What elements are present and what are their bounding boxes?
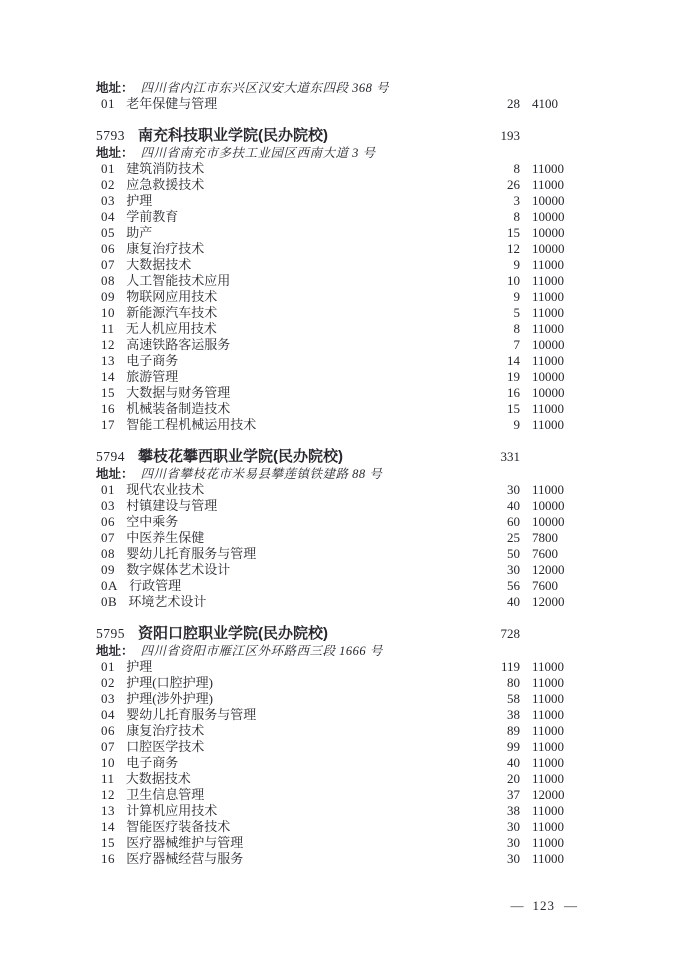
major-count: 30: [507, 482, 520, 497]
major-name: 村镇建设与管理: [126, 498, 218, 513]
major-fee: 11000: [532, 739, 565, 754]
major-name: 建筑消防技术: [126, 161, 205, 176]
major-fee: 10000: [532, 385, 565, 400]
major-fee: 11000: [532, 835, 565, 850]
major-code: 06: [101, 241, 115, 256]
major-count: 16: [507, 385, 520, 400]
major-fee: 7600: [532, 578, 558, 593]
college-address-line: [0, 643, 680, 659]
major-name: 老年保健与管理: [126, 96, 218, 111]
major-row: [0, 273, 680, 289]
address-label: 地址：: [96, 467, 134, 481]
major-fee: 7800: [532, 530, 558, 545]
major-row: [0, 771, 680, 787]
major-name: 数字媒体艺术设计: [126, 562, 231, 577]
major-count: 80: [507, 675, 520, 690]
major-row: [0, 177, 680, 193]
major-row: [0, 482, 680, 498]
major-code: 10: [101, 755, 115, 770]
major-fee: 12000: [532, 787, 565, 802]
college-header: [0, 127, 680, 145]
major-count: 30: [507, 562, 520, 577]
address-label: 地址：: [96, 644, 134, 658]
college-section: [0, 80, 680, 112]
major-code: 17: [101, 417, 115, 432]
major-name: 机械装备制造技术: [126, 401, 231, 416]
major-count: 30: [507, 835, 520, 850]
major-row: [0, 514, 680, 530]
major-code: 02: [101, 177, 115, 192]
major-name: 口腔医学技术: [126, 739, 205, 754]
majors-list: [0, 659, 680, 867]
major-count: 38: [507, 707, 520, 722]
college-name: 资阳口腔职业学院(民办院校): [138, 625, 328, 642]
major-fee: 11000: [532, 257, 565, 272]
major-row: [0, 353, 680, 369]
major-code: 11: [101, 321, 115, 336]
major-row: [0, 562, 680, 578]
major-code: 14: [101, 819, 115, 834]
major-code: 03: [101, 498, 115, 513]
major-row: [0, 417, 680, 433]
page-number: 123: [532, 898, 555, 913]
major-row: [0, 691, 680, 707]
major-row: [0, 96, 680, 112]
major-name: 中医养生保健: [126, 530, 205, 545]
major-row: [0, 241, 680, 257]
major-code: 0A: [101, 578, 118, 593]
major-name: 人工智能技术应用: [126, 273, 231, 288]
major-name: 现代农业技术: [126, 482, 205, 497]
major-code: 12: [101, 337, 115, 352]
major-name: 卫生信息管理: [126, 787, 205, 802]
address-text: 四川省南充市多扶工业园区西南大道 3 号: [140, 146, 376, 160]
major-row: [0, 755, 680, 771]
major-code: 03: [101, 691, 115, 706]
major-name: 学前教育: [126, 209, 179, 224]
major-row: [0, 594, 680, 610]
page-number-block: [511, 898, 578, 914]
college-address-line: [0, 80, 680, 96]
major-fee: 10000: [532, 209, 565, 224]
major-name: 无人机应用技术: [125, 321, 217, 336]
major-count: 60: [507, 514, 520, 529]
major-count: 28: [507, 96, 520, 111]
major-row: [0, 305, 680, 321]
major-code: 07: [101, 257, 115, 272]
college-header: [0, 448, 680, 466]
major-code: 15: [101, 835, 115, 850]
college-total-count: 331: [500, 449, 520, 464]
major-code: 03: [101, 193, 115, 208]
college-section: [0, 448, 680, 610]
major-fee: 10000: [532, 241, 565, 256]
major-name: 环境艺术设计: [128, 594, 207, 609]
major-fee: 12000: [532, 594, 565, 609]
major-code: 06: [101, 723, 115, 738]
major-fee: 11000: [532, 305, 565, 320]
college-name: 南充科技职业学院(民办院校): [138, 127, 328, 144]
major-fee: 4100: [532, 96, 558, 111]
major-count: 15: [507, 225, 520, 240]
major-row: [0, 723, 680, 739]
major-row: [0, 209, 680, 225]
majors-list: [0, 482, 680, 610]
major-code: 10: [101, 305, 115, 320]
major-count: 58: [507, 691, 520, 706]
major-fee: 11000: [532, 417, 565, 432]
major-name: 助产: [126, 225, 153, 240]
footer-right-dash: —: [564, 898, 577, 913]
major-fee: 11000: [532, 161, 565, 176]
major-count: 38: [507, 803, 520, 818]
major-name: 物联网应用技术: [126, 289, 218, 304]
major-fee: 11000: [532, 691, 565, 706]
major-row: [0, 369, 680, 385]
college-list: [0, 80, 680, 867]
major-count: 40: [507, 594, 520, 609]
major-code: 01: [101, 161, 115, 176]
major-code: 09: [101, 562, 115, 577]
college-code: 5793: [96, 128, 125, 143]
major-row: [0, 193, 680, 209]
major-count: 8: [513, 321, 520, 336]
major-count: 5: [513, 305, 520, 320]
major-name: 婴幼儿托育服务与管理: [126, 546, 257, 561]
major-name: 康复治疗技术: [126, 723, 205, 738]
major-count: 40: [507, 755, 520, 770]
major-name: 计算机应用技术: [126, 803, 218, 818]
major-fee: 12000: [532, 562, 565, 577]
major-row: [0, 321, 680, 337]
major-fee: 10000: [532, 369, 565, 384]
major-code: 0B: [101, 594, 118, 609]
major-count: 3: [513, 193, 520, 208]
major-fee: 10000: [532, 225, 565, 240]
major-code: 15: [101, 385, 115, 400]
major-code: 16: [101, 401, 115, 416]
major-name: 护理: [126, 193, 153, 208]
major-code: 16: [101, 851, 115, 866]
major-name: 电子商务: [126, 755, 179, 770]
major-row: [0, 257, 680, 273]
major-row: [0, 659, 680, 675]
major-count: 89: [507, 723, 520, 738]
major-code: 02: [101, 675, 115, 690]
major-row: [0, 161, 680, 177]
major-fee: 11000: [532, 675, 565, 690]
major-fee: 11000: [532, 659, 565, 674]
major-code: 06: [101, 514, 115, 529]
major-fee: 10000: [532, 498, 565, 513]
major-fee: 11000: [532, 771, 565, 786]
major-fee: 11000: [532, 803, 565, 818]
major-fee: 11000: [532, 819, 565, 834]
address-label: 地址：: [96, 146, 134, 160]
major-name: 护理: [126, 659, 153, 674]
college-name: 攀枝花攀西职业学院(民办院校): [138, 448, 343, 465]
major-code: 11: [101, 771, 115, 786]
major-fee: 11000: [532, 289, 565, 304]
major-fee: 11000: [532, 353, 565, 368]
major-name: 应急救援技术: [126, 177, 205, 192]
major-count: 10: [507, 273, 520, 288]
major-name: 智能医疗装备技术: [126, 819, 231, 834]
major-name: 康复治疗技术: [126, 241, 205, 256]
major-count: 20: [507, 771, 520, 786]
major-count: 7: [513, 337, 520, 352]
major-row: [0, 578, 680, 594]
major-count: 12: [507, 241, 520, 256]
major-row: [0, 819, 680, 835]
major-row: [0, 803, 680, 819]
major-row: [0, 739, 680, 755]
major-code: 01: [101, 482, 115, 497]
major-name: 婴幼儿托育服务与管理: [126, 707, 257, 722]
major-code: 13: [101, 353, 115, 368]
major-row: [0, 787, 680, 803]
major-row: [0, 225, 680, 241]
major-fee: 11000: [532, 755, 565, 770]
college-code: 5795: [96, 626, 125, 641]
major-fee: 11000: [532, 851, 565, 866]
major-count: 40: [507, 498, 520, 513]
college-total-count: 193: [500, 128, 520, 143]
major-count: 26: [507, 177, 520, 192]
college-code: 5794: [96, 449, 125, 464]
major-count: 30: [507, 851, 520, 866]
major-name: 行政管理: [129, 578, 182, 593]
major-count: 19: [507, 369, 520, 384]
major-count: 25: [507, 530, 520, 545]
major-name: 智能工程机械运用技术: [126, 417, 257, 432]
major-row: [0, 289, 680, 305]
major-name: 空中乘务: [126, 514, 179, 529]
major-code: 12: [101, 787, 115, 802]
major-fee: 7600: [532, 546, 558, 561]
major-row: [0, 835, 680, 851]
major-code: 07: [101, 739, 115, 754]
major-name: 高速铁路客运服务: [126, 337, 231, 352]
major-code: 14: [101, 369, 115, 384]
major-name: 大数据技术: [125, 771, 191, 786]
major-count: 37: [507, 787, 520, 802]
major-name: 护理(涉外护理): [126, 691, 213, 706]
major-count: 8: [513, 209, 520, 224]
major-count: 50: [507, 546, 520, 561]
major-row: [0, 546, 680, 562]
major-name: 旅游管理: [126, 369, 179, 384]
college-address-line: [0, 466, 680, 482]
major-code: 05: [101, 225, 115, 240]
major-fee: 10000: [532, 337, 565, 352]
major-fee: 11000: [532, 723, 565, 738]
majors-list: [0, 161, 680, 433]
page-footer: [0, 898, 680, 914]
footer-left-dash: —: [510, 898, 524, 913]
major-count: 14: [507, 353, 520, 368]
college-address-line: [0, 145, 680, 161]
major-name: 护理(口腔护理): [126, 675, 213, 690]
college-total-count: 728: [500, 626, 520, 641]
major-name: 医疗器械维护与管理: [126, 835, 244, 850]
major-row: [0, 675, 680, 691]
address-label: 地址：: [96, 81, 134, 95]
major-name: 大数据与财务管理: [126, 385, 231, 400]
major-count: 56: [507, 578, 520, 593]
major-count: 9: [513, 289, 520, 304]
college-section: [0, 625, 680, 867]
major-count: 9: [513, 417, 520, 432]
major-code: 08: [101, 273, 115, 288]
major-fee: 11000: [532, 177, 565, 192]
address-text: 四川省攀枝花市米易县攀莲镇铁建路 88 号: [140, 467, 383, 481]
major-row: [0, 337, 680, 353]
major-code: 01: [101, 96, 115, 111]
major-code: 04: [101, 209, 115, 224]
major-row: [0, 707, 680, 723]
majors-list: [0, 96, 680, 112]
major-row: [0, 530, 680, 546]
major-fee: 11000: [532, 482, 565, 497]
major-count: 8: [513, 161, 520, 176]
major-name: 电子商务: [126, 353, 179, 368]
major-row: [0, 401, 680, 417]
address-text: 四川省内江市东兴区汉安大道东四段 368 号: [140, 81, 390, 95]
major-fee: 10000: [532, 193, 565, 208]
major-name: 医疗器械经营与服务: [126, 851, 244, 866]
major-fee: 11000: [532, 321, 565, 336]
major-code: 04: [101, 707, 115, 722]
major-fee: 10000: [532, 514, 565, 529]
major-fee: 11000: [532, 707, 565, 722]
major-code: 09: [101, 289, 115, 304]
major-fee: 11000: [532, 273, 565, 288]
major-count: 30: [507, 819, 520, 834]
major-name: 大数据技术: [126, 257, 192, 272]
major-row: [0, 385, 680, 401]
major-row: [0, 851, 680, 867]
major-count: 119: [500, 659, 520, 674]
major-code: 13: [101, 803, 115, 818]
major-row: [0, 498, 680, 514]
major-code: 01: [101, 659, 115, 674]
college-header: [0, 625, 680, 643]
major-code: 07: [101, 530, 115, 545]
major-fee: 11000: [532, 401, 565, 416]
major-count: 15: [507, 401, 520, 416]
major-count: 9: [513, 257, 520, 272]
address-text: 四川省资阳市雁江区外环路西三段 1666 号: [140, 644, 383, 658]
college-section: [0, 127, 680, 433]
major-name: 新能源汽车技术: [126, 305, 218, 320]
major-code: 08: [101, 546, 115, 561]
major-count: 99: [507, 739, 520, 754]
